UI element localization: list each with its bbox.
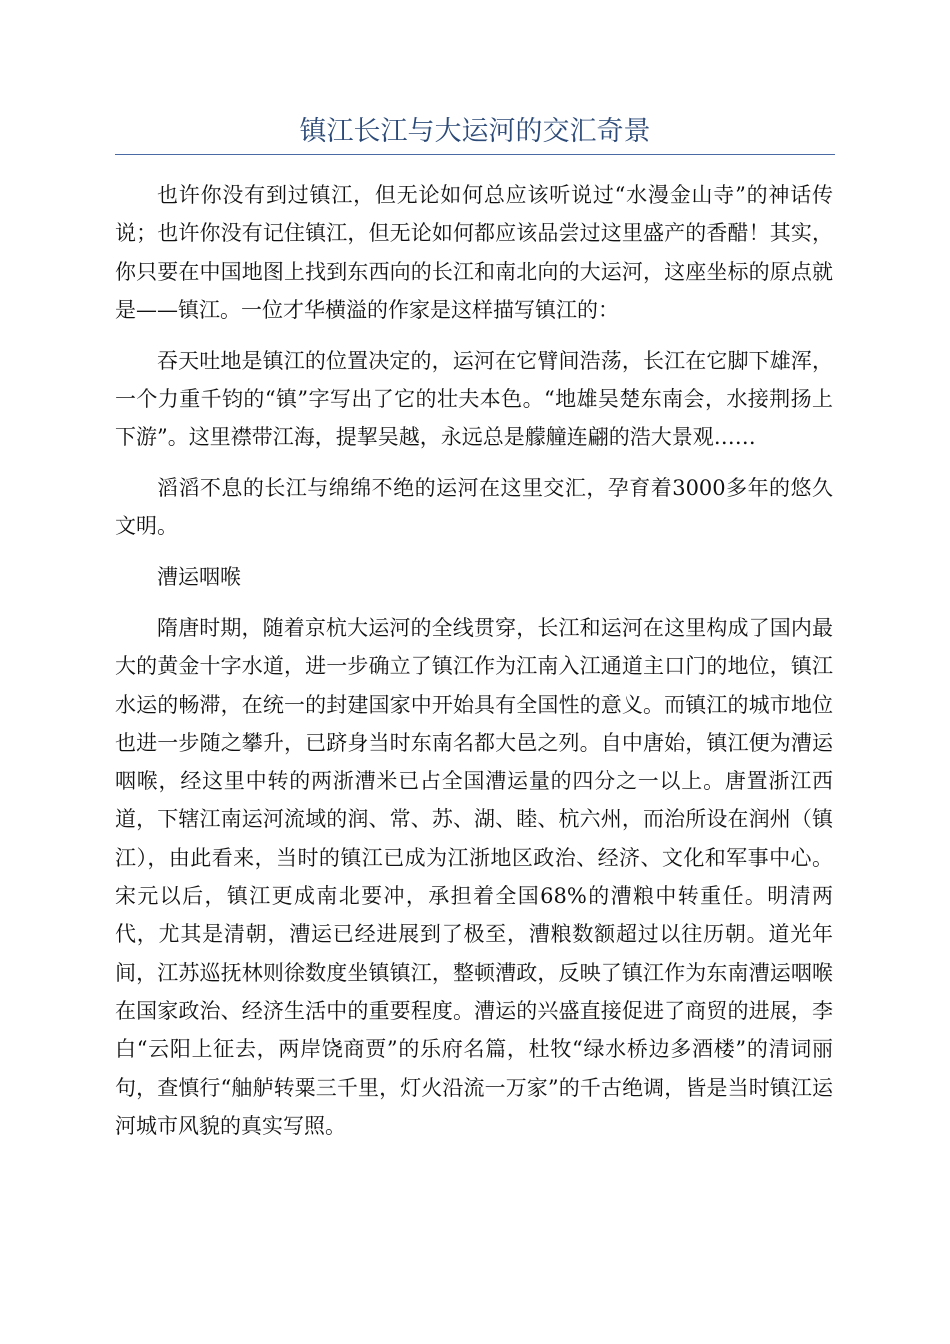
page-title: 镇江长江与大运河的交汇奇景 [299, 116, 651, 147]
paragraph-quote: 吞天吐地是镇江的位置决定的，运河在它臂间浩荡，长江在它脚下雄浑，一个力重千钧的“镇”字写出了它的壮夫本色。“地雄吴楚东南会，水接荆扬上下游”。这里襟带江海，提挈吴越，永远总是艨艟连翩的浩大景观…… [115, 348, 833, 450]
paragraph-civilization: 滔滔不息的长江与绵绵不绝的运河在这里交汇，孕育着3000多年的悠久文明。 [115, 476, 833, 539]
paragraph-history: 隋唐时期，随着京杭大运河的全线贯穿，长江和运河在这里构成了国内最大的黄金十字水道，进一步确立了镇江作为江南入江通道主口门的地位，镇江水运的畅滞，在统一的封建国家中开始具有全国性的意义。而镇江的城市地位也进一步随之攀升，已跻身当时东南名都大邑之列。自中唐始，镇江便为漕运咽喉，经这里中转的两浙漕米已占全国漕运量的四分之一以上。唐置浙江西道，下辖江南运河流域的润、常、苏、湖、睦、杭六州，而治所设在润州（镇江），由此看来，当时的镇江已成为江浙地区政治、经济、文化和军事中心。宋元以后，镇江更成南北要冲，承担着全国68%的漕粮中转重任。明清两代，尤其是清朝，漕运已经进展到了极至，漕粮数额超过以往历朝。道光年间，江苏巡抚林则徐数度坐镇镇江，整顿漕政，反映了镇江作为东南漕运咽喉在国家政治、经济生活中的重要程度。漕运的兴盛直接促进了商贸的进展，李白“云阳上征去，两岸饶商贾”的乐府名篇，杜牧“绿水桥边多酒楼”的清词丽句，查慎行“舳舻转粟三千里，灯火沿流一万家”的千古绝调，皆是当时镇江运河城市风貌的真实写照。 [115, 615, 833, 1138]
article-body [115, 176, 833, 1158]
title-underline [115, 154, 835, 155]
paragraph-intro: 也许你没有到过镇江，但无论如何总应该听说过“水漫金山寺”的神话传说；也许你没有记住镇江，但无论如何都应该品尝过这里盛产的香醋！其实，你只要在中国地图上找到东西向的长江和南北向的大运河，这座坐标的原点就是——镇江。一位才华横溢的作家是这样描写镇江的： [115, 183, 833, 322]
section-heading: 漕运咽喉 [157, 565, 241, 590]
